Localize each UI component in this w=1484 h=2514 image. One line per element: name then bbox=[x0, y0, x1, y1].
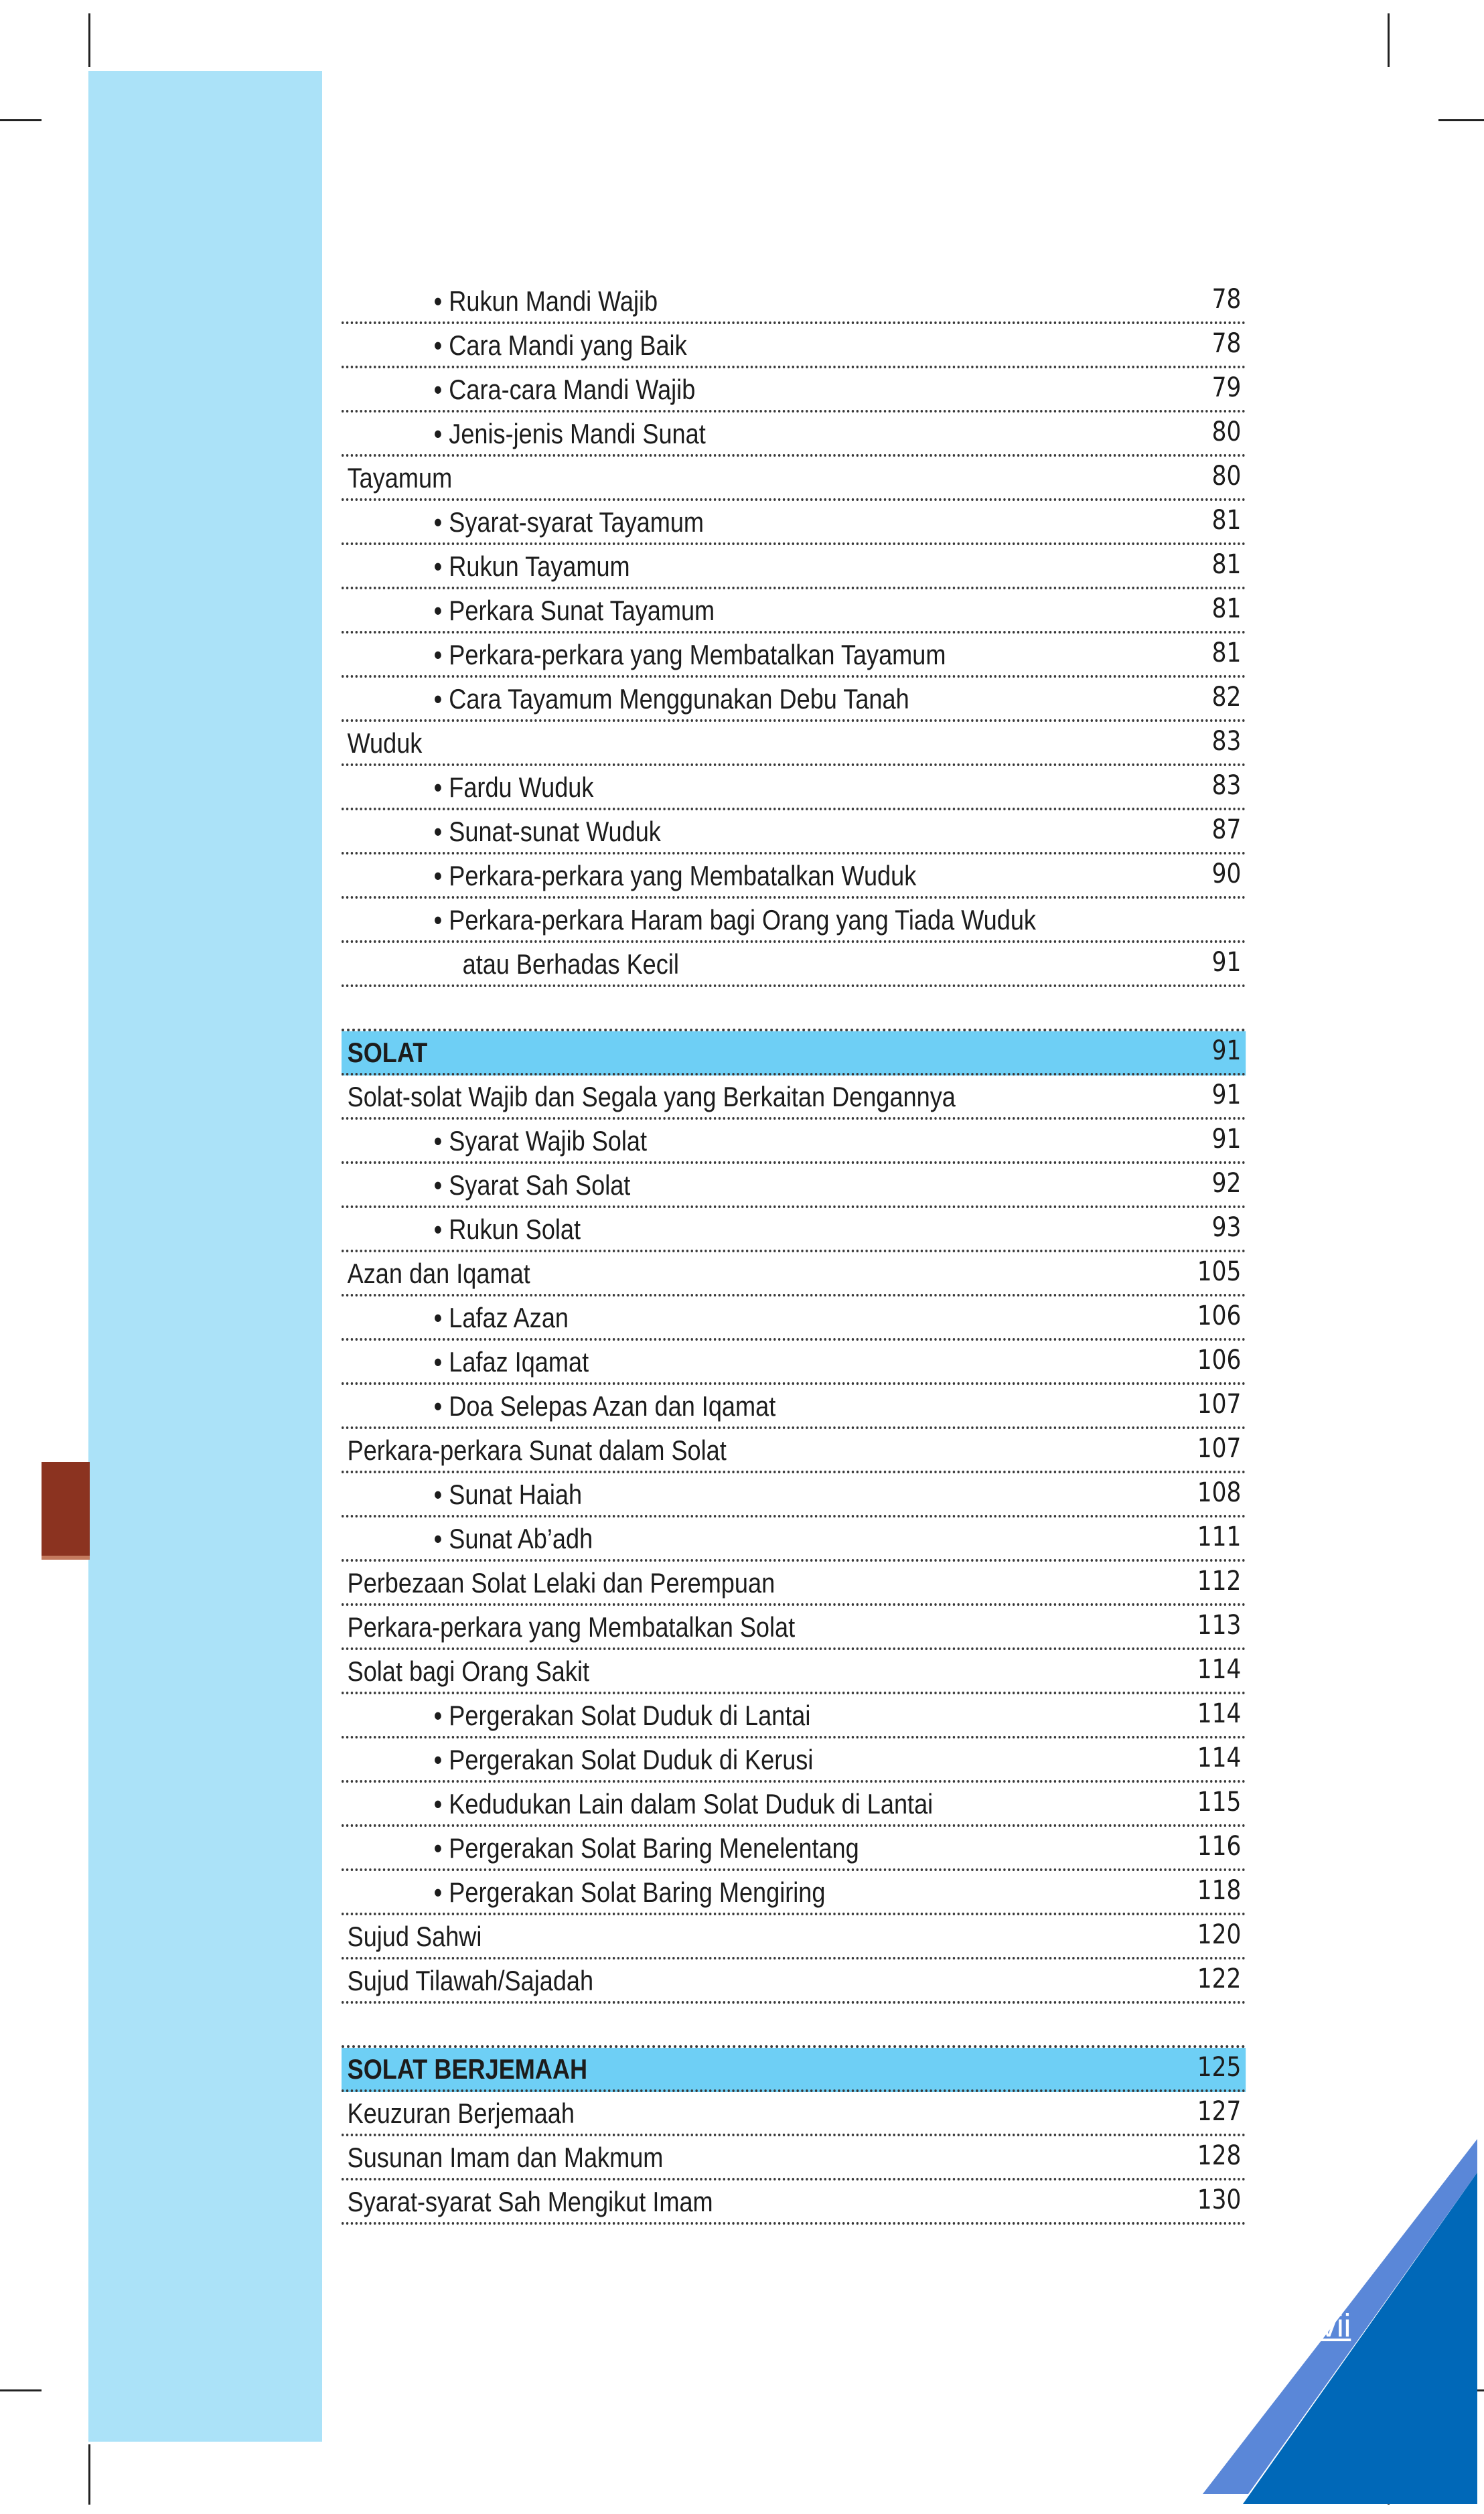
toc-entry-title: • Rukun Mandi Wajib bbox=[433, 285, 658, 317]
sidebar-band bbox=[88, 71, 322, 2442]
toc-entry-page: 112 bbox=[1197, 1566, 1242, 1597]
page-number: vii bbox=[1321, 2308, 1351, 2344]
toc-entry-title: • Sunat Haiah bbox=[433, 1479, 583, 1510]
toc-entry bbox=[342, 2092, 1246, 2136]
toc-entry-page: 83 bbox=[1211, 726, 1242, 757]
toc-entry-page: 83 bbox=[1211, 770, 1242, 801]
toc-entry-page: 118 bbox=[1197, 1875, 1242, 1906]
toc-entry-page: 128 bbox=[1197, 2140, 1242, 2171]
toc-entry-title: • Jenis-jenis Mandi Sunat bbox=[433, 418, 706, 449]
toc-entry-page: 108 bbox=[1197, 1477, 1242, 1508]
toc-section-heading bbox=[342, 1031, 1246, 1076]
toc-entry-title: • Cara-cara Mandi Wajib bbox=[433, 374, 696, 405]
toc-entry bbox=[342, 280, 1246, 324]
toc-entry bbox=[342, 810, 1246, 855]
toc-entry-title: • Lafaz Iqamat bbox=[433, 1346, 589, 1378]
toc-entry-title: • Perkara-perkara yang Membatalkan Wuduk bbox=[433, 860, 917, 891]
toc-entry-title: • Cara Mandi yang Baik bbox=[433, 329, 687, 361]
toc-entry bbox=[342, 1960, 1246, 2004]
toc-spacer bbox=[342, 2004, 1246, 2048]
toc-entry-title: • Sunat Ab’adh bbox=[433, 1523, 593, 1554]
toc-entry bbox=[342, 2180, 1246, 2225]
toc-entry bbox=[342, 1341, 1246, 1385]
toc-entry-page: 105 bbox=[1197, 1256, 1242, 1287]
toc-entry-title: Perbezaan Solat Lelaki dan Perempuan bbox=[347, 1567, 775, 1599]
toc-group-bersuci bbox=[342, 280, 1246, 987]
toc-entry-title: • Kedudukan Lain dalam Solat Duduk di Lantai bbox=[433, 1788, 934, 1820]
toc-entry bbox=[342, 943, 1246, 987]
toc-entry-title: • Fardu Wuduk bbox=[433, 771, 594, 803]
toc-entry-title: atau Berhadas Kecil bbox=[462, 948, 679, 980]
toc-entry bbox=[342, 1518, 1246, 1562]
toc-entry-page: 91 bbox=[1211, 947, 1242, 978]
toc-entry bbox=[342, 1473, 1246, 1518]
toc-entry-page: 130 bbox=[1197, 2185, 1242, 2215]
toc-entry bbox=[342, 1739, 1246, 1783]
toc-entry bbox=[342, 855, 1246, 899]
toc-entry bbox=[342, 545, 1246, 589]
toc-entry-page: 81 bbox=[1211, 638, 1242, 668]
toc-entry bbox=[342, 2136, 1246, 2180]
toc-entry bbox=[342, 1297, 1246, 1341]
toc-entry-page: 107 bbox=[1197, 1433, 1242, 1464]
toc-entry bbox=[342, 1076, 1246, 1120]
toc-entry-title: • Sunat-sunat Wuduk bbox=[433, 816, 661, 847]
toc-entry-title: Perkara-perkara yang Membatalkan Solat bbox=[347, 1611, 796, 1643]
toc-entry-title: Perkara-perkara Sunat dalam Solat bbox=[347, 1434, 727, 1466]
toc-entry bbox=[342, 457, 1246, 501]
toc-entry bbox=[342, 899, 1246, 943]
toc-entry-title: • Pergerakan Solat Duduk di Lantai bbox=[433, 1700, 811, 1731]
toc-entry-page: 114 bbox=[1197, 1743, 1242, 1773]
toc-group-solat bbox=[342, 1031, 1246, 2004]
toc-entry bbox=[342, 1164, 1246, 1208]
crop-mark bbox=[1388, 13, 1390, 67]
toc-entry-page: 91 bbox=[1211, 1124, 1242, 1155]
toc-entry bbox=[342, 722, 1246, 766]
toc-entry-page: 79 bbox=[1211, 372, 1242, 403]
toc-entry-page: 80 bbox=[1211, 461, 1242, 492]
toc-entry-title: • Pergerakan Solat Baring Menelentang bbox=[433, 1832, 859, 1864]
toc-entry-page: 125 bbox=[1197, 2052, 1242, 2083]
toc-entry bbox=[342, 501, 1246, 545]
toc-entry bbox=[342, 1208, 1246, 1252]
toc-entry-title: • Rukun Tayamum bbox=[433, 550, 630, 582]
toc-entry-page: 91 bbox=[1211, 1035, 1242, 1066]
toc-entry-title: Wuduk bbox=[347, 727, 423, 759]
toc-entry bbox=[342, 1385, 1246, 1429]
toc-entry-title: Sujud Sahwi bbox=[347, 1921, 482, 1952]
toc-entry bbox=[342, 634, 1246, 678]
toc-entry-title: • Syarat-syarat Tayamum bbox=[433, 506, 704, 538]
toc-entry-title: Tayamum bbox=[347, 462, 453, 494]
toc-entry-page: 113 bbox=[1197, 1610, 1242, 1641]
toc-entry bbox=[342, 1120, 1246, 1164]
crop-mark bbox=[88, 13, 90, 67]
toc-group-solat-berjemaah bbox=[342, 2048, 1246, 2225]
toc-entry-page: 81 bbox=[1211, 505, 1242, 536]
crop-mark bbox=[88, 2444, 90, 2505]
toc-entry-page: 106 bbox=[1197, 1345, 1242, 1376]
toc-entry-title: • Lafaz Azan bbox=[433, 1302, 569, 1333]
toc-entry-title: • Perkara Sunat Tayamum bbox=[433, 595, 715, 626]
toc-entry-title: • Pergerakan Solat Baring Mengiring bbox=[433, 1876, 826, 1908]
toc-entry-page: 80 bbox=[1211, 417, 1242, 447]
toc-entry bbox=[342, 1252, 1246, 1297]
toc-entry-page: 78 bbox=[1211, 328, 1242, 359]
toc-entry bbox=[342, 324, 1246, 368]
toc-entry bbox=[342, 368, 1246, 413]
toc-entry-page: 81 bbox=[1211, 593, 1242, 624]
toc-entry bbox=[342, 1694, 1246, 1739]
toc-entry-page: 93 bbox=[1211, 1212, 1242, 1243]
toc-entry bbox=[342, 678, 1246, 722]
toc-entry-title: Solat bagi Orang Sakit bbox=[347, 1655, 590, 1687]
toc-entry bbox=[342, 1783, 1246, 1827]
toc-entry-page: 106 bbox=[1197, 1301, 1242, 1331]
toc-entry bbox=[342, 589, 1246, 634]
toc-entry-page: 87 bbox=[1211, 814, 1242, 845]
toc-entry-title: Azan dan Iqamat bbox=[347, 1258, 530, 1289]
toc-entry-title: • Cara Tayamum Menggunakan Debu Tanah bbox=[433, 683, 909, 715]
toc-entry bbox=[342, 766, 1246, 810]
toc-entry-title: Sujud Tilawah/Sajadah bbox=[347, 1965, 594, 1996]
toc-section-heading bbox=[342, 2048, 1246, 2092]
toc-entry-title: Syarat-syarat Sah Mengikut Imam bbox=[347, 2186, 713, 2217]
table-of-contents bbox=[342, 280, 1246, 2225]
toc-entry bbox=[342, 1915, 1246, 1960]
chapter-tab bbox=[42, 1462, 90, 1560]
toc-entry-page: 120 bbox=[1197, 1919, 1242, 1950]
toc-entry-page: 107 bbox=[1197, 1389, 1242, 1420]
toc-entry-title: • Perkara-perkara yang Membatalkan Tayamum bbox=[433, 639, 946, 670]
toc-entry-page: 127 bbox=[1197, 2096, 1242, 2127]
toc-entry-page: 90 bbox=[1211, 859, 1242, 889]
toc-entry-title: • Doa Selepas Azan dan Iqamat bbox=[433, 1390, 776, 1422]
toc-entry-title: • Syarat Wajib Solat bbox=[433, 1125, 648, 1157]
toc-entry-page: 114 bbox=[1197, 1654, 1242, 1685]
toc-entry-page: 91 bbox=[1211, 1080, 1242, 1110]
toc-entry bbox=[342, 1650, 1246, 1694]
toc-entry-title: SOLAT BERJEMAAH bbox=[347, 2053, 588, 2085]
toc-entry bbox=[342, 1562, 1246, 1606]
toc-entry bbox=[342, 1871, 1246, 1915]
toc-entry bbox=[342, 1827, 1246, 1871]
toc-entry-title: • Rukun Solat bbox=[433, 1213, 581, 1245]
toc-entry-page: 115 bbox=[1197, 1787, 1242, 1818]
toc-entry-page: 122 bbox=[1197, 1964, 1242, 1994]
toc-entry-page: 78 bbox=[1211, 284, 1242, 315]
crop-mark bbox=[0, 119, 42, 121]
toc-entry-title: Susunan Imam dan Makmum bbox=[347, 2142, 664, 2173]
toc-entry bbox=[342, 413, 1246, 457]
toc-entry-title: • Perkara-perkara Haram bagi Orang yang Tiada Wuduk bbox=[433, 904, 1036, 936]
toc-entry-page: 111 bbox=[1197, 1522, 1242, 1552]
toc-spacer bbox=[342, 987, 1246, 1031]
toc-entry bbox=[342, 1606, 1246, 1650]
crop-mark bbox=[0, 2389, 42, 2391]
triangle-dark bbox=[1243, 2172, 1477, 2504]
toc-entry-page: 92 bbox=[1211, 1168, 1242, 1199]
toc-entry-title: Solat-solat Wajib dan Segala yang Berkaitan Dengannya bbox=[347, 1081, 956, 1112]
toc-entry-title: • Syarat Sah Solat bbox=[433, 1169, 631, 1201]
toc-entry-title: Keuzuran Berjemaah bbox=[347, 2097, 575, 2129]
toc-entry-page: 82 bbox=[1211, 682, 1242, 713]
toc-entry bbox=[342, 1429, 1246, 1473]
toc-entry-page: 81 bbox=[1211, 549, 1242, 580]
crop-mark bbox=[1438, 119, 1484, 121]
toc-entry-page: 116 bbox=[1197, 1831, 1242, 1862]
toc-entry-title: SOLAT bbox=[347, 1037, 428, 1068]
toc-entry-title: • Pergerakan Solat Duduk di Kerusi bbox=[433, 1744, 814, 1775]
toc-entry-page: 114 bbox=[1197, 1698, 1242, 1729]
